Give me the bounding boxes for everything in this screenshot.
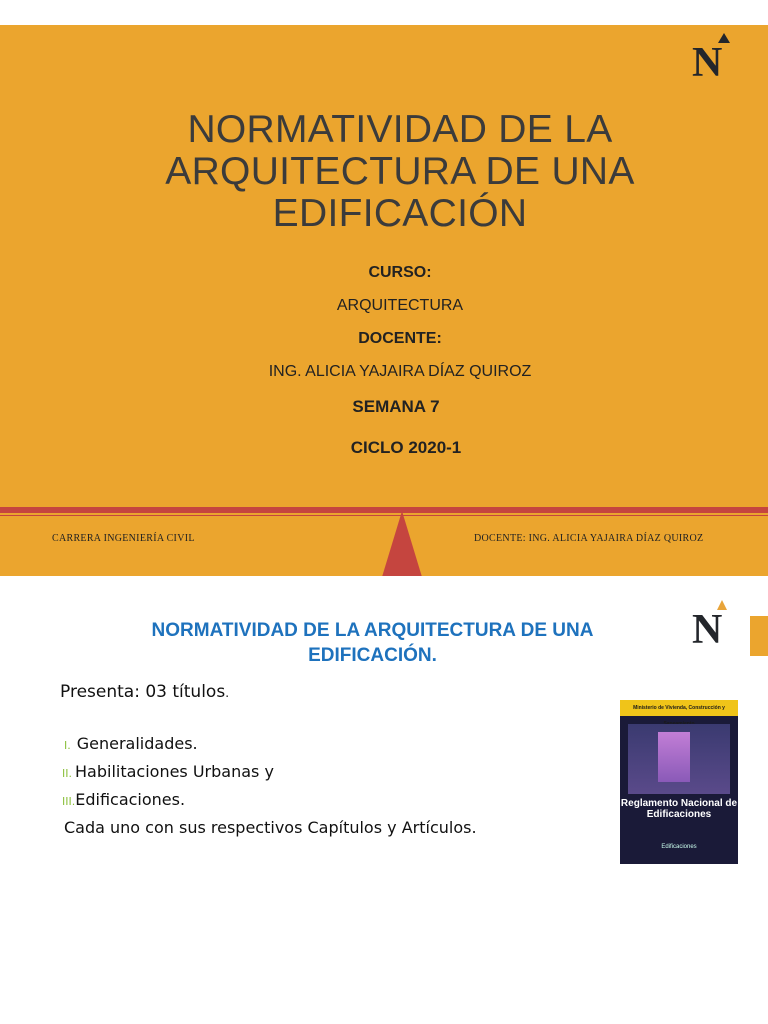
cover-title: Reglamento Nacional de Edificaciones (620, 798, 738, 820)
list-item-number: III. (62, 795, 76, 808)
cover-window (658, 732, 690, 782)
intro-main: Presenta: 03 títulos (60, 682, 226, 702)
cover-ministry: Ministerio de Vivienda, Construcción y (620, 700, 738, 716)
book-cover-image (620, 700, 738, 864)
list-item (64, 734, 198, 753)
university-logo (690, 33, 730, 85)
slide-title: NORMATIVIDAD DE LA ARQUITECTURA DE UNA EDIFICACIÓN (165, 108, 635, 235)
list-item-label: Edificaciones. (75, 790, 186, 809)
docente-value: ING. ALICIA YAJAIRA DÍAZ QUIROZ (268, 363, 532, 380)
curso-value: ARQUITECTURA (336, 297, 464, 314)
center-triangle-icon (382, 511, 422, 576)
closing-text: Cada uno con sus respectivos Capítulos y Artículos. (64, 818, 477, 837)
cover-subtitle: Edificaciones (661, 844, 697, 850)
list-item-label: Generalidades. (76, 734, 198, 753)
ciclo: CICLO 2020-1 (350, 438, 462, 457)
slide-1 (0, 25, 768, 576)
semana: SEMANA 7 (352, 397, 440, 416)
list-item-number: II. (62, 767, 72, 780)
list-item (62, 790, 185, 809)
logo-letter: N (692, 40, 723, 86)
footer-teacher: DOCENTE: ING. ALICIA YAJAIRA DÍAZ QUIROZ (474, 533, 704, 544)
intro-text (60, 682, 229, 702)
orange-tab (750, 616, 768, 656)
docente-label: DOCENTE: (358, 330, 442, 347)
logo-letter: N (692, 607, 723, 653)
university-logo-2 (690, 600, 730, 656)
list-item (62, 762, 274, 781)
slide-2 (0, 576, 768, 1024)
list-item-label: Habilitaciones Urbanas y (75, 762, 274, 781)
slide-2-title: NORMATIVIDAD DE LA ARQUITECTURA DE UNA EDIFICACIÓN. (151, 620, 594, 666)
curso-label: CURSO: (368, 264, 432, 281)
intro-dot: . (225, 686, 230, 700)
list-item-number: I. (64, 739, 71, 752)
footer-career: CARRERA INGENIERÍA CIVIL (52, 533, 195, 544)
